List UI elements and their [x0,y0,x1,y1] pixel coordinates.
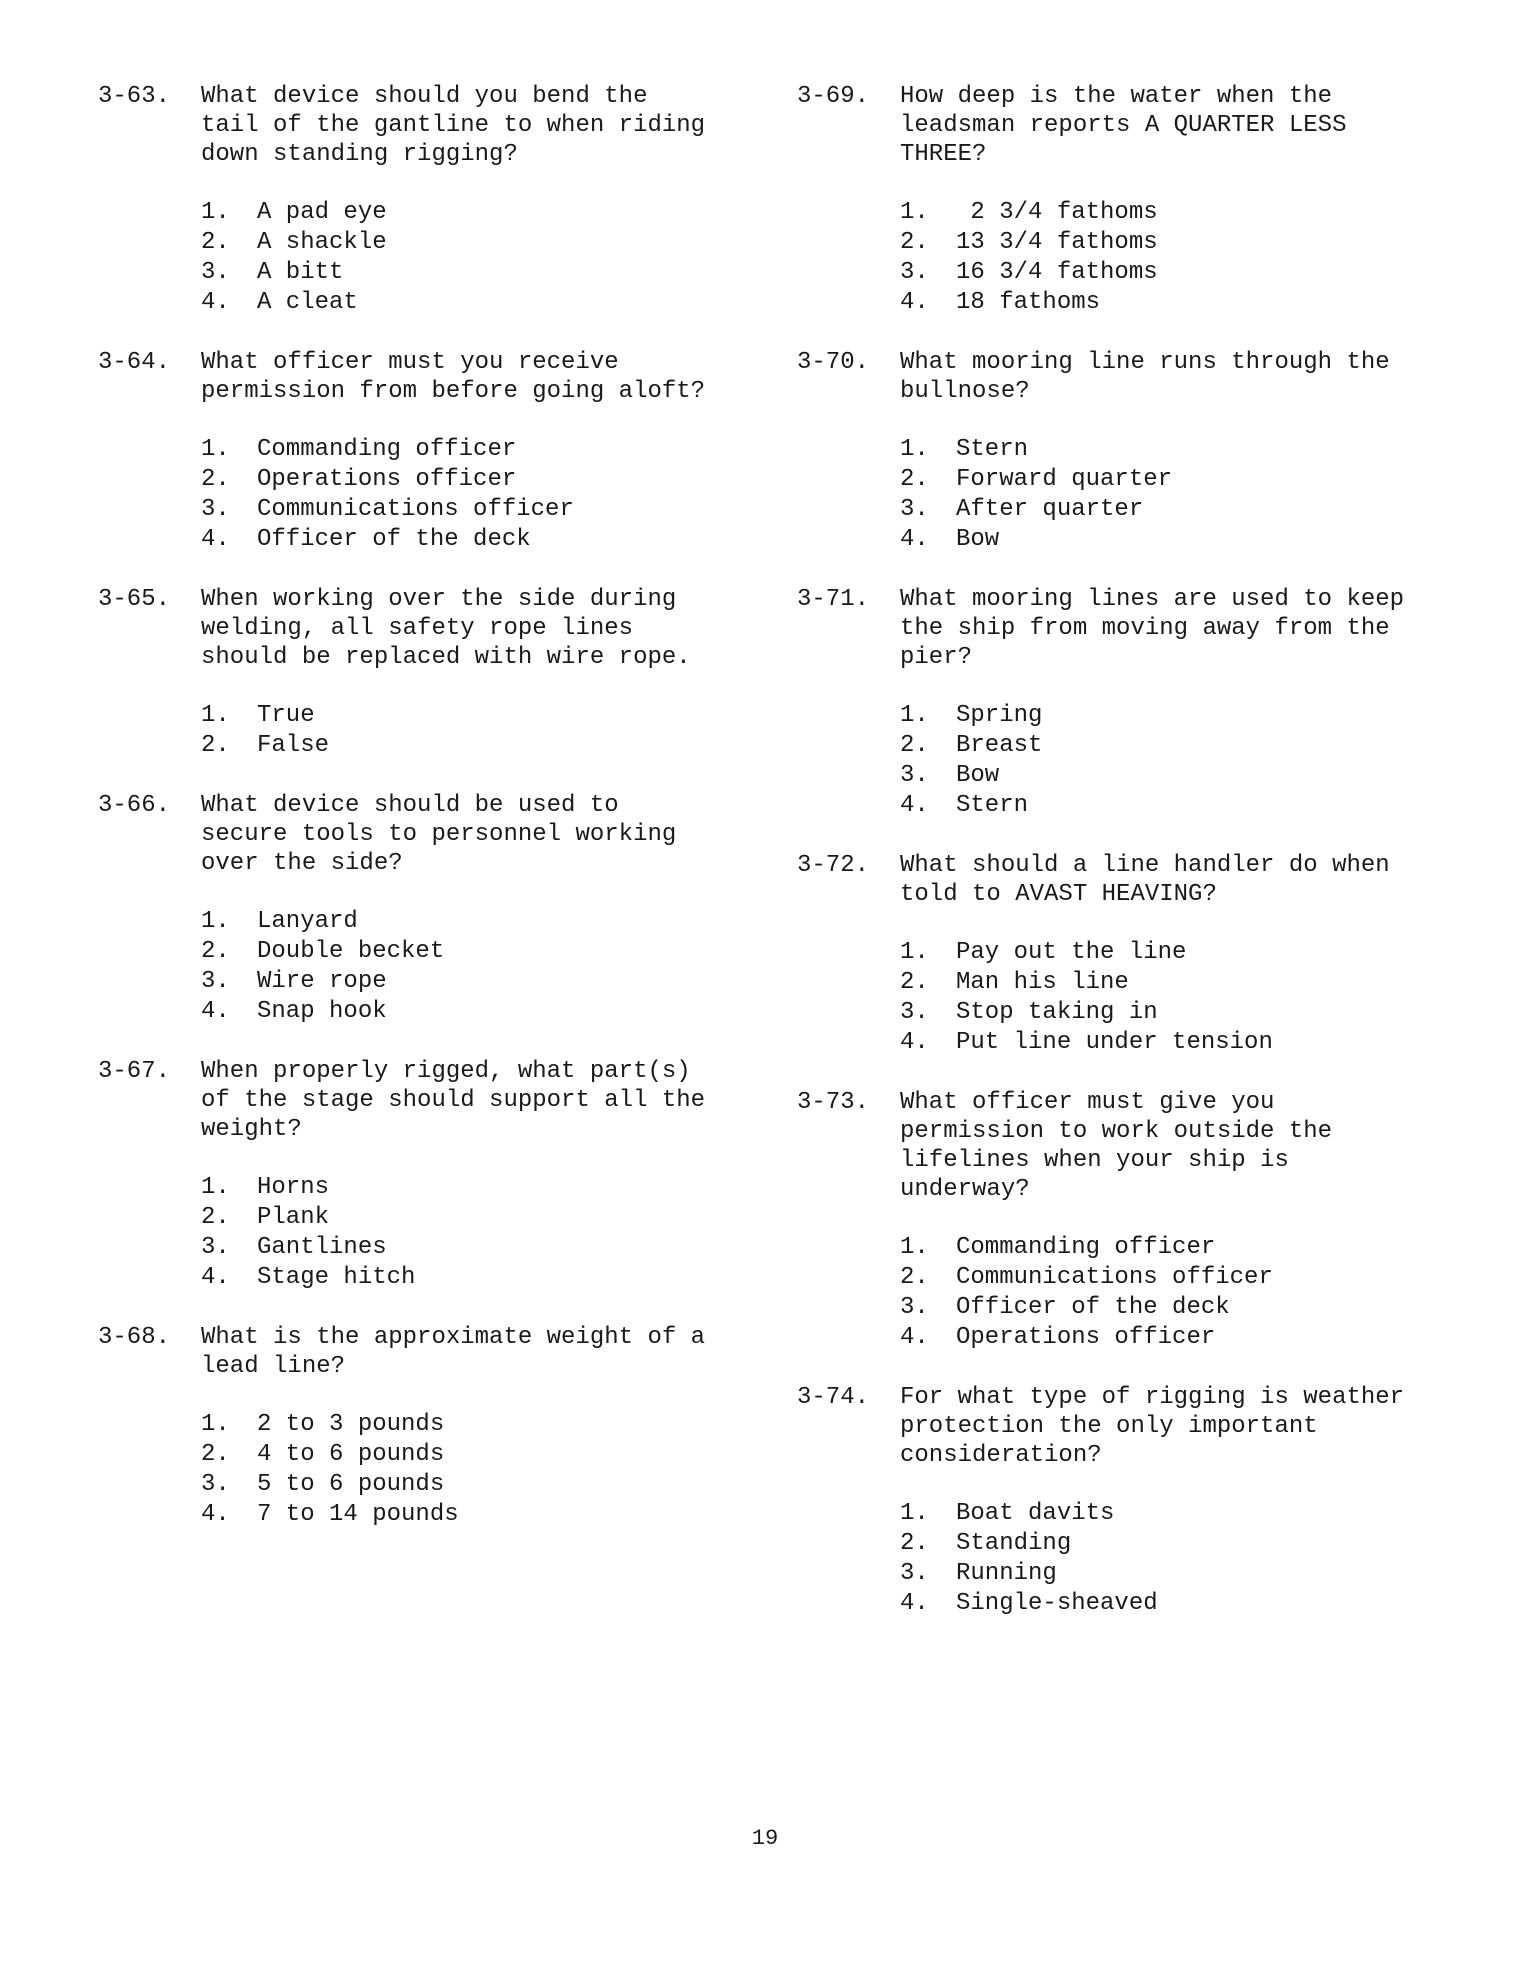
option-number: 2. [900,1264,929,1291]
question [797,585,1437,821]
option-number: 1. [201,436,230,463]
option-text: Spring [956,702,1043,729]
option-number: 3. [201,259,230,286]
option-number: 4. [201,526,230,553]
answer-option [900,1499,1437,1529]
option-text: Single-sheaved [956,1590,1158,1617]
answer-option [900,495,1437,525]
question-text: What should a line handler do when told to AVAST HEAVING? [900,852,1390,908]
option-text: Communications officer [257,496,574,523]
answer-option [900,791,1437,821]
option-number: 4. [201,1264,230,1291]
question-number: 3-70. [797,349,870,376]
option-text: A shackle [257,229,387,256]
option-number: 3. [900,762,929,789]
question [797,82,1437,318]
answer-option [900,1028,1437,1058]
question-text: What officer must you receive permission from before going aloft? [201,349,706,405]
answer-options [900,1233,1437,1353]
option-text: Forward quarter [956,466,1173,493]
option-text: Breast [956,732,1043,759]
option-number: 1. [201,1174,230,1201]
question-text: How deep is the water when the leadsman reports A QUARTER LESS THREE? [900,83,1347,168]
answer-options [900,1499,1437,1619]
option-number: 2. [900,1530,929,1557]
answer-option [900,465,1437,495]
question [98,348,738,555]
option-number: 1. [201,1411,230,1438]
question [98,791,738,1027]
answer-options [201,1410,738,1530]
question-text: What mooring line runs through the bullnose? [900,349,1390,405]
option-text: A pad eye [257,199,387,226]
answer-option [201,495,738,525]
option-text: Operations officer [257,466,517,493]
answer-option [900,525,1437,555]
left-column [98,82,738,1560]
option-text: Plank [257,1204,330,1231]
option-number: 2. [900,229,929,256]
option-number: 2. [900,732,929,759]
question-text: What mooring lines are used to keep the ship from moving away from the pier? [900,586,1405,671]
answer-options [900,435,1437,555]
option-number: 4. [201,998,230,1025]
option-text: Wire rope [257,968,387,995]
option-number: 1. [900,702,929,729]
option-text: Officer of the deck [956,1294,1230,1321]
option-number: 3. [900,259,929,286]
option-number: 4. [201,1501,230,1528]
option-text: 4 to 6 pounds [257,1441,445,1468]
option-number: 2. [201,1441,230,1468]
question-number: 3-68. [98,1324,171,1351]
answer-option [201,228,738,258]
option-text: Horns [257,1174,330,1201]
answer-option [201,1470,738,1500]
option-text: Stern [956,436,1029,463]
option-text: Boat davits [956,1500,1115,1527]
option-text: Bow [956,762,1000,789]
answer-option [201,997,738,1027]
answer-option [201,907,738,937]
option-text: Stop taking in [956,999,1158,1026]
option-number: 3. [900,999,929,1026]
option-number: 2. [201,938,230,965]
question-text: What officer must give you permission to work outside the lifelines when your ship is underway? [900,1089,1333,1203]
answer-option [201,937,738,967]
option-number: 1. [900,939,929,966]
question [797,1088,1437,1353]
option-number: 2. [900,969,929,996]
question [98,1323,738,1530]
option-text: 2 3/4 fathoms [956,199,1158,226]
question-number: 3-65. [98,586,171,613]
option-number: 3. [900,1560,929,1587]
question-text: When properly rigged, what part(s) of the stage should support all the weight? [201,1058,706,1143]
option-number: 1. [900,1234,929,1261]
question [797,851,1437,1058]
option-text: 16 3/4 fathoms [956,259,1158,286]
question-text: When working over the side during welding, all safety rope lines should be replaced with wire rope. [201,586,691,671]
option-number: 4. [900,1029,929,1056]
answer-option [900,731,1437,761]
question-text: What device should be used to secure tools to personnel working over the side? [201,792,677,877]
answer-option [900,288,1437,318]
option-text: 18 fathoms [956,289,1101,316]
question-text: What is the approximate weight of a lead line? [201,1324,706,1380]
option-text: Commanding officer [257,436,517,463]
option-number: 2. [201,732,230,759]
option-text: 7 to 14 pounds [257,1501,459,1528]
question-number: 3-63. [98,83,171,110]
answer-options [900,938,1437,1058]
option-text: Bow [956,526,1000,553]
option-text: Running [956,1560,1057,1587]
page-number: 19 [751,1826,779,1851]
option-number: 4. [900,526,929,553]
option-number: 3. [201,1471,230,1498]
option-number: 3. [201,968,230,995]
answer-option [900,1559,1437,1589]
answer-options [201,198,738,318]
answer-options [201,907,738,1027]
option-number: 2. [201,466,230,493]
answer-option [900,1529,1437,1559]
answer-options [201,1173,738,1293]
option-number: 4. [900,792,929,819]
option-text: Put line under tension [956,1029,1273,1056]
question-text: What device should you bend the tail of the gantline to when riding down standing rigging? [201,83,706,168]
question-text: For what type of rigging is weather protection the only important consideration? [900,1384,1405,1469]
option-text: A bitt [257,259,344,286]
answer-option [201,258,738,288]
option-number: 3. [900,496,929,523]
answer-option [900,1293,1437,1323]
option-text: Commanding officer [956,1234,1216,1261]
option-number: 4. [900,1590,929,1617]
option-text: Gantlines [257,1234,387,1261]
option-text: Double becket [257,938,445,965]
option-number: 4. [900,1324,929,1351]
answer-option [201,701,738,731]
option-number: 1. [900,436,929,463]
question-number: 3-74. [797,1384,870,1411]
option-number: 1. [900,1500,929,1527]
option-text: Stage hitch [257,1264,416,1291]
option-text: 13 3/4 fathoms [956,229,1158,256]
answer-option [900,968,1437,998]
answer-option [201,1410,738,1440]
answer-option [900,258,1437,288]
option-text: Stern [956,792,1029,819]
question [797,348,1437,555]
answer-option [201,288,738,318]
answer-option [201,1500,738,1530]
question [98,585,738,761]
question-number: 3-73. [797,1089,870,1116]
answer-option [201,198,738,228]
question-number: 3-64. [98,349,171,376]
answer-options [201,435,738,555]
question [98,1057,738,1293]
question [98,82,738,318]
answer-option [900,1323,1437,1353]
option-number: 1. [201,199,230,226]
option-number: 3. [201,496,230,523]
option-number: 3. [900,1294,929,1321]
option-text: Lanyard [257,908,358,935]
question-number: 3-72. [797,852,870,879]
answer-option [201,967,738,997]
option-text: 2 to 3 pounds [257,1411,445,1438]
option-text: False [257,732,330,759]
option-number: 3. [201,1234,230,1261]
option-number: 2. [201,1204,230,1231]
option-number: 4. [201,289,230,316]
answer-option [201,1203,738,1233]
answer-option [201,1233,738,1263]
option-text: After quarter [956,496,1144,523]
option-number: 1. [900,199,929,226]
right-column [797,82,1437,1649]
option-number: 2. [900,466,929,493]
option-number: 1. [201,702,230,729]
option-text: 5 to 6 pounds [257,1471,445,1498]
option-text: Snap hook [257,998,387,1025]
answer-option [900,1233,1437,1263]
answer-options [900,198,1437,318]
answer-option [201,731,738,761]
option-text: Pay out the line [956,939,1187,966]
answer-option [201,525,738,555]
question-number: 3-66. [98,792,171,819]
question-number: 3-69. [797,83,870,110]
answer-options [201,701,738,761]
answer-option [201,435,738,465]
answer-option [900,1589,1437,1619]
answer-option [900,761,1437,791]
answer-option [900,998,1437,1028]
option-text: Standing [956,1530,1072,1557]
question [797,1383,1437,1619]
answer-option [201,1440,738,1470]
answer-option [900,198,1437,228]
answer-option [900,701,1437,731]
question-number: 3-71. [797,586,870,613]
answer-option [201,465,738,495]
option-text: A cleat [257,289,358,316]
option-number: 1. [201,908,230,935]
answer-option [900,1263,1437,1293]
option-number: 2. [201,229,230,256]
option-text: Operations officer [956,1324,1216,1351]
question-number: 3-67. [98,1058,171,1085]
answer-options [900,701,1437,821]
answer-option [900,938,1437,968]
answer-option [201,1173,738,1203]
answer-option [900,435,1437,465]
option-number: 4. [900,289,929,316]
answer-option [900,228,1437,258]
answer-option [201,1263,738,1293]
option-text: True [257,702,315,729]
option-text: Man his line [956,969,1129,996]
option-text: Officer of the deck [257,526,531,553]
option-text: Communications officer [956,1264,1273,1291]
